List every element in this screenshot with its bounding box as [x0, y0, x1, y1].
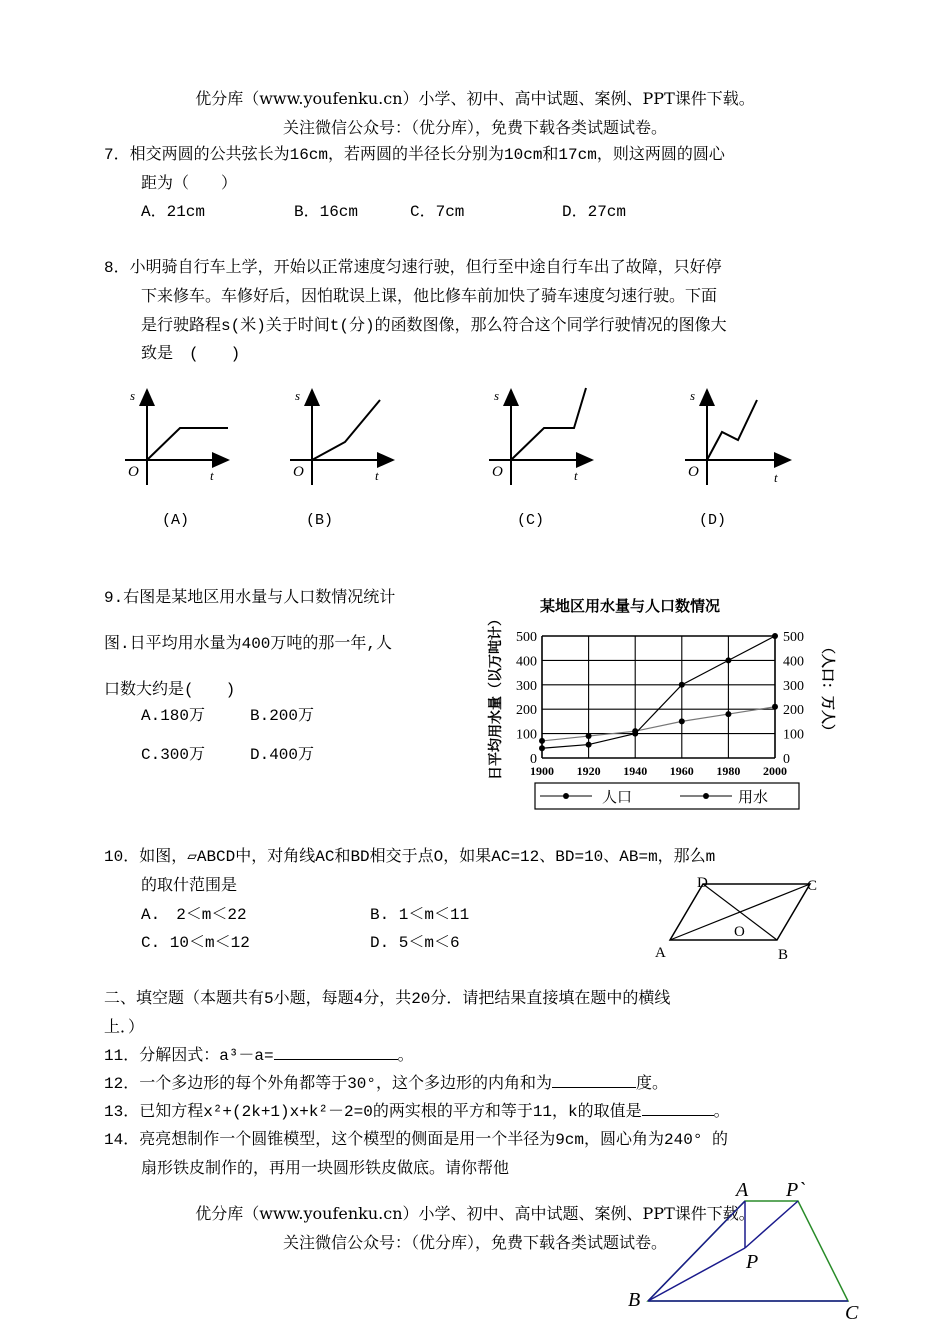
- q9-chart: [480, 590, 860, 815]
- q8-line-2: 下来修车。车修好后，因怕耽误上课，他比修车前加快了骑车速度匀速行驶。下面: [141, 288, 718, 306]
- graph-c-o: O: [492, 464, 503, 480]
- y-tick-left: 500: [516, 630, 537, 645]
- q9-text: [104, 575, 395, 713]
- q10-option-d: D. 5＜m＜6: [370, 934, 460, 952]
- series-用水-point: [772, 633, 778, 639]
- series-人口-line: [542, 707, 775, 741]
- legend-pop-label: 人口: [602, 790, 633, 806]
- chart-title: 某地区用水量与人口数情况: [539, 599, 721, 615]
- q9-line-1: 9.右图是某地区用水量与人口数情况统计: [104, 589, 396, 607]
- q9-option-b: B.200万: [250, 707, 315, 725]
- y-tick-left: 100: [516, 727, 537, 743]
- q14-line-2: 扇形铁皮制作的，再用一块圆形铁皮做底。请你帮他: [141, 1160, 510, 1178]
- q8-line-1: 8．小明骑自行车上学，开始以正常速度匀速行驶，但行至中途自行车出了故障，只好停: [104, 259, 722, 277]
- legend-water-marker: [703, 793, 709, 799]
- q10-option-a: A. 2＜m＜22: [141, 906, 247, 924]
- fig10-o: O: [734, 924, 745, 940]
- graph-b-o: O: [293, 464, 304, 480]
- q8-option-b: (B): [306, 512, 334, 529]
- x-tick: 2000: [763, 764, 787, 778]
- q7-option-a: A．21cm: [141, 203, 206, 221]
- graph-d-s: s: [690, 388, 696, 403]
- x-tick: 1920: [576, 764, 601, 778]
- fig10-a: A: [655, 945, 666, 961]
- y-tick-left: 0: [530, 752, 537, 767]
- graph-c-t: t: [574, 468, 578, 483]
- footer-line-1: 优分库（www.youfenku.cn）小学、初中、高中试题、案例、PPT课件下载。: [195, 1204, 755, 1223]
- y-tick-right: 300: [783, 678, 804, 694]
- fig-c: C: [845, 1302, 859, 1324]
- chart-ylabel: 日平均用水量（以万吨计）: [489, 612, 504, 780]
- footer-line-2: 关注微信公众号：（优分库），免费下载各类试题试卷。: [282, 1233, 667, 1252]
- y-tick-right: 100: [783, 727, 804, 743]
- graph-b: [290, 388, 393, 485]
- series-人口-point: [772, 704, 778, 710]
- series-用水-point: [586, 742, 592, 748]
- fig10-c: C: [807, 878, 818, 894]
- q10-line-1: 10．如图，▱ABCD中，对角线AC和BD相交于点O，如果AC=12、BD=10、AB=m，那么m: [104, 848, 716, 866]
- section2-line-1: 二、填空题（本题共有5小题，每题4分，共20分．请把结果直接填在题中的横线: [104, 990, 671, 1008]
- graph-a: [125, 388, 228, 485]
- q8-graphs: [110, 380, 810, 500]
- q8-option-d: (D): [699, 512, 727, 529]
- x-tick: 1900: [530, 764, 554, 778]
- series-用水-point: [632, 731, 638, 737]
- q7-option-d: D．27cm: [562, 203, 627, 221]
- graph-b-line: [312, 400, 380, 460]
- graph-c-line: [511, 388, 586, 460]
- x-tick: 1940: [623, 764, 648, 778]
- series-人口-point: [586, 733, 592, 739]
- q10-line-2: 的取什范围是: [141, 877, 238, 895]
- series-人口-point: [539, 738, 545, 744]
- q14-line-1: 14．亮亮想制作一个圆锥模型，这个模型的侧面是用一个半径为9cm，圆心角为240° 的: [104, 1131, 729, 1149]
- y-tick-left: 200: [516, 703, 537, 719]
- graph-a-line: [147, 428, 228, 460]
- legend-water-label: 用水: [738, 790, 769, 806]
- y-tick-right: 0: [783, 752, 790, 767]
- fig10-d: D: [697, 875, 708, 891]
- y-tick-left: 300: [516, 678, 537, 694]
- q10-option-c: C. 10＜m＜12: [141, 934, 250, 952]
- q11-blank[interactable]: [274, 1059, 398, 1060]
- q11: 11．分解因式：a³－a= 。: [104, 1047, 414, 1065]
- series-用水-point: [539, 745, 545, 751]
- q8-option-a: (A): [162, 512, 190, 529]
- q7-option-b: B．16cm: [294, 203, 359, 221]
- graph-a-s: s: [130, 388, 136, 403]
- q12-blank[interactable]: [552, 1087, 636, 1088]
- graph-b-s: s: [295, 388, 301, 403]
- graph-d: [685, 388, 790, 485]
- fig-p1: P`: [786, 1179, 805, 1201]
- q8-line-4: 致是 ( ): [141, 345, 241, 363]
- graph-d-line: [707, 400, 757, 460]
- graph-c: [489, 388, 592, 485]
- fig10-b: B: [778, 947, 789, 963]
- y-tick-right: 400: [783, 654, 804, 670]
- q10-option-b: B. 1＜m＜11: [370, 906, 470, 924]
- q9-option-a: A.180万: [141, 707, 206, 725]
- bottom-figure: [620, 1176, 900, 1336]
- x-tick: 1960: [669, 764, 694, 778]
- fig-b: B: [628, 1289, 641, 1311]
- q7-option-c: C．7cm: [410, 203, 465, 221]
- q9-line-3: 口数大约是( ): [104, 681, 236, 699]
- series-用水-point: [725, 657, 731, 663]
- header-line-2: 关注微信公众号：（优分库），免费下载各类试题试卷。: [282, 118, 667, 137]
- q9-line-2: 图.日平均用水量为400万吨的那一年,人: [104, 635, 393, 653]
- q8-line-3: 是行驶路程s(米)关于时间t(分)的函数图像，那么符合这个同学行驶情况的图像大: [141, 317, 727, 335]
- graph-c-s: s: [494, 388, 500, 403]
- q7-line-1: 7．相交两圆的公共弦长为16cm，若两圆的半径长分别为10cm和17cm，则这两圆的圆心: [104, 146, 725, 164]
- series-人口-point: [725, 711, 731, 717]
- header-line-1: 优分库（www.youfenku.cn）小学、初中、高中试题、案例、PPT课件下载。: [195, 89, 755, 108]
- q8-option-c: (C): [517, 512, 545, 529]
- chart-y2label: （人口：万人）: [819, 640, 834, 738]
- legend-pop-marker: [563, 793, 569, 799]
- q13-blank[interactable]: [642, 1115, 714, 1116]
- fig-a: A: [736, 1179, 749, 1201]
- q9-option-c: C.300万: [141, 746, 206, 764]
- q12: 12．一个多边形的每个外角都等于30°，这个多边形的内角和为 度。: [104, 1075, 669, 1093]
- q10-parallelogram: [650, 870, 830, 965]
- x-tick: 1980: [716, 764, 741, 778]
- graph-d-o: O: [688, 464, 699, 480]
- chart-ticks: [516, 630, 804, 778]
- q9-option-d: D.400万: [250, 746, 315, 764]
- y-tick-right: 200: [783, 703, 804, 719]
- fig-p: P: [746, 1251, 759, 1273]
- graph-a-t: t: [210, 468, 214, 483]
- y-tick-right: 500: [783, 630, 804, 645]
- graph-b-t: t: [375, 468, 379, 483]
- series-用水-line: [542, 636, 775, 748]
- q7-line-2: 距为（ ）: [141, 175, 238, 193]
- graph-d-t: t: [774, 470, 778, 485]
- section2-line-2: 上．）: [104, 1019, 145, 1037]
- graph-a-o: O: [128, 464, 139, 480]
- y-tick-left: 400: [516, 654, 537, 670]
- series-人口-point: [679, 718, 685, 724]
- series-用水-point: [679, 682, 685, 688]
- q13: 13．已知方程x²+(2k+1)x+k²－2=0的两实根的平方和等于11，k的取值是 。: [104, 1103, 730, 1121]
